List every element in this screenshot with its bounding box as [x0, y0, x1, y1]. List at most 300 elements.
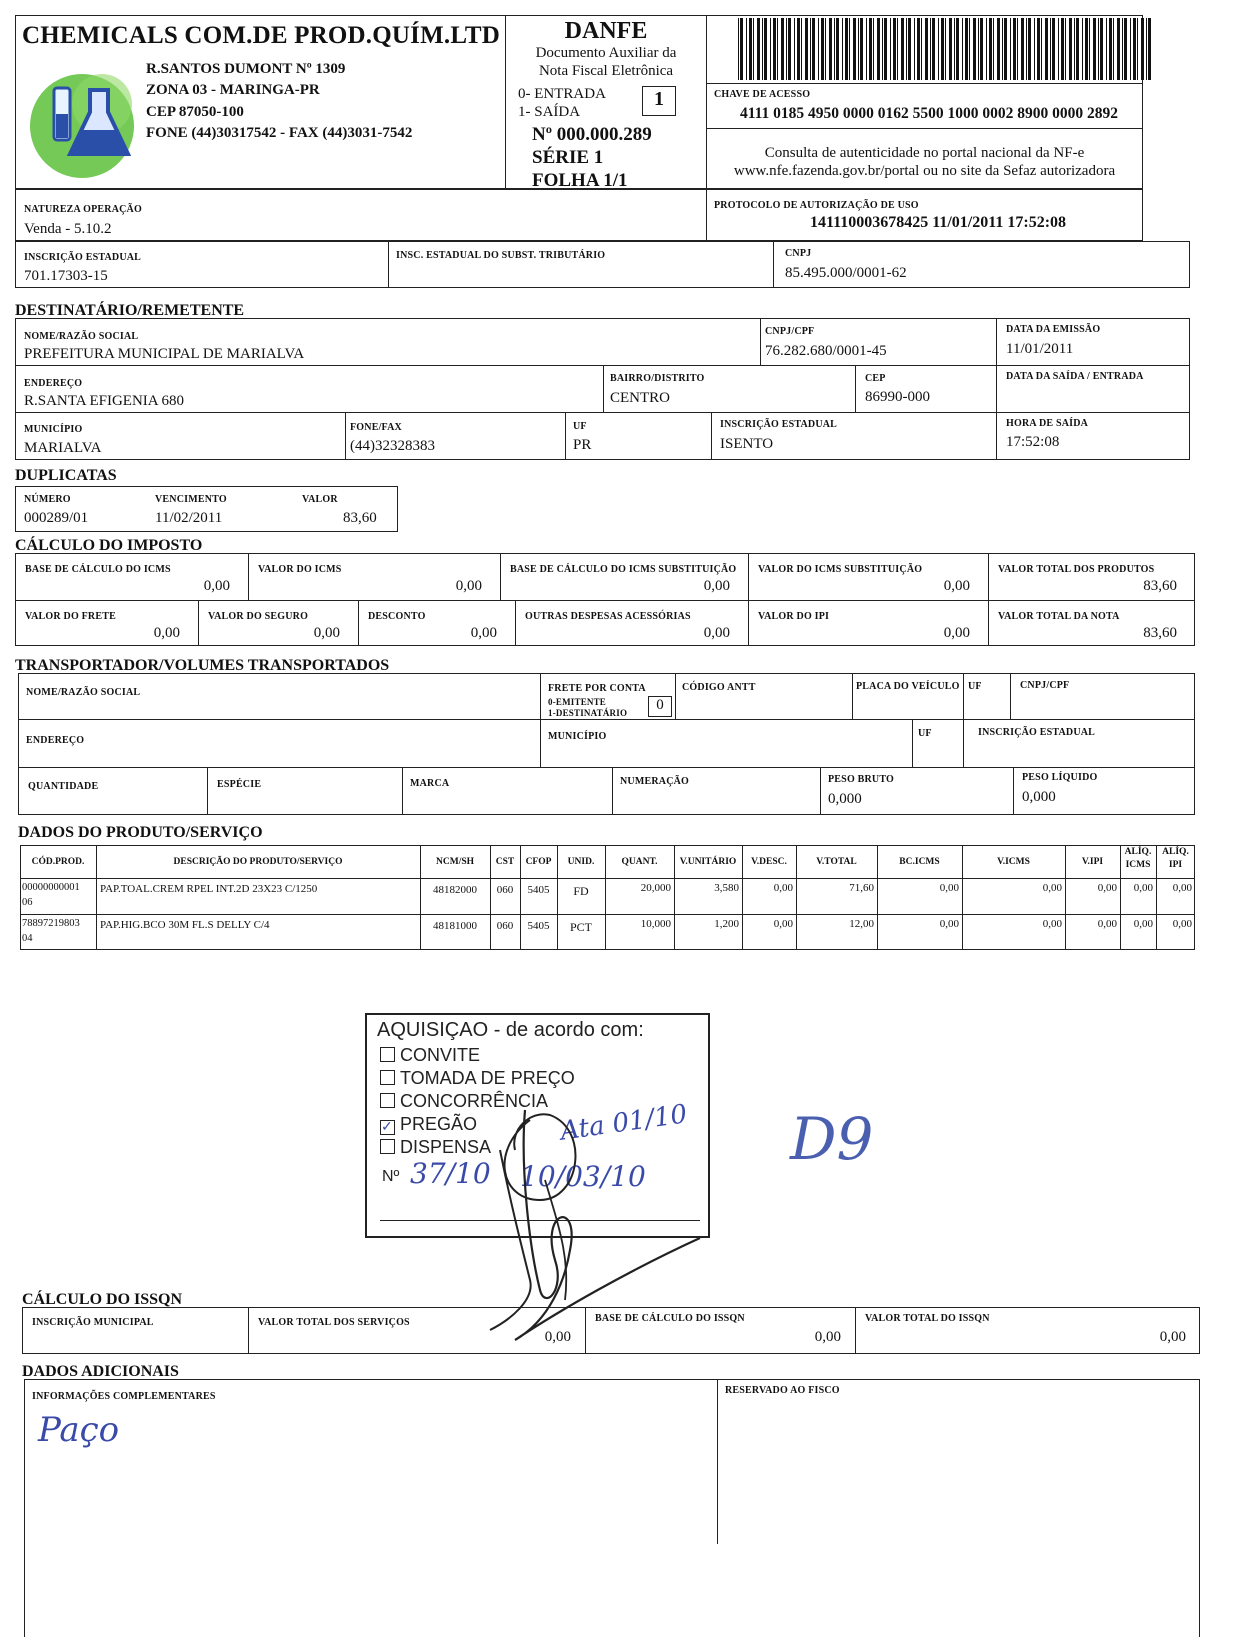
natureza-label: NATUREZA OPERAÇÃO	[24, 204, 142, 215]
section-duplicatas: DUPLICATAS	[15, 467, 117, 484]
product-vunit: 1,200	[714, 918, 739, 930]
dest-emissao: 11/01/2011	[1006, 341, 1074, 357]
issqn-value: 0,00	[814, 1329, 841, 1345]
tr-endereco-label: ENDEREÇO	[26, 735, 85, 746]
divider	[855, 365, 856, 412]
imposto-label: VALOR DO SEGURO	[208, 611, 309, 622]
dest-uf: PR	[573, 437, 592, 453]
divider	[388, 241, 389, 288]
column-header: IPI	[1168, 860, 1183, 870]
tr-bruto: 0,000	[828, 791, 862, 807]
tr-numeracao-label: NUMERAÇÃO	[620, 776, 690, 787]
barcode-bar	[1017, 18, 1018, 80]
dup-numero: 000289/01	[24, 510, 89, 526]
barcode-bar	[836, 18, 839, 80]
divider	[15, 412, 1190, 413]
barcode-bar	[757, 18, 760, 80]
barcode-bar	[973, 18, 976, 80]
column-header: CST	[495, 857, 515, 867]
divider	[711, 412, 712, 460]
section-destinatario: DESTINATÁRIO/REMETENTE	[15, 302, 245, 319]
barcode-bar	[849, 18, 850, 80]
stamp-option-label: CONVITE	[400, 1045, 481, 1065]
barcode-bar	[788, 18, 791, 80]
barcode-bar	[810, 18, 811, 80]
barcode-bar	[1100, 18, 1103, 80]
dest-nome: PREFEITURA MUNICIPAL DE MARIALVA	[24, 346, 305, 362]
product-unit: PCT	[569, 920, 592, 934]
divider	[706, 83, 1143, 84]
barcode-bar	[1034, 18, 1035, 80]
barcode-bar	[1082, 18, 1083, 80]
barcode-bar	[897, 18, 898, 80]
barcode-bar	[746, 18, 747, 80]
barcode-bar	[801, 18, 802, 80]
product-bc: 0,00	[939, 882, 959, 894]
barcode-bar	[962, 18, 963, 80]
barcode-bar	[794, 18, 795, 80]
imposto-value: 0,00	[943, 625, 970, 641]
consulta-line-1: Consulta de autenticidade no portal nacional da NF-e	[764, 145, 1085, 161]
barcode-bar	[740, 18, 743, 80]
divider	[15, 600, 1195, 601]
barcode-bar	[989, 18, 992, 80]
divider	[996, 318, 997, 460]
divider	[565, 412, 566, 460]
tr-ie-label: INSCRIÇÃO ESTADUAL	[978, 727, 1096, 738]
barcode-bar	[821, 18, 824, 80]
stamp-option	[380, 1068, 575, 1089]
company-logo	[24, 64, 144, 182]
barcode-bar	[770, 18, 771, 80]
product-aipi: 0,00	[1172, 882, 1192, 894]
divider	[18, 719, 1195, 720]
barcode-bar	[1124, 18, 1127, 80]
product-vdesc: 0,00	[773, 882, 793, 894]
barcode-bar	[1037, 18, 1040, 80]
barcode-bar	[1137, 18, 1138, 80]
divider	[603, 365, 604, 412]
dest-emissao-label: DATA DA EMISSÃO	[1006, 324, 1101, 335]
barcode-bar	[930, 18, 931, 80]
dup-venc: 11/02/2011	[155, 510, 223, 526]
product-ncm: 48181000	[433, 920, 477, 932]
issqn-value: 0,00	[544, 1329, 571, 1345]
barcode-bar	[1133, 18, 1136, 80]
section-issqn: CÁLCULO DO ISSQN	[22, 1291, 183, 1308]
barcode-bar	[890, 18, 891, 80]
divider	[402, 767, 403, 815]
transportador-frame	[18, 673, 1195, 815]
barcode-bar	[1130, 18, 1131, 80]
tr-frete-value: 0	[656, 697, 664, 713]
protocolo-label: PROTOCOLO DE AUTORIZAÇÃO DE USO	[714, 200, 919, 211]
barcode-bar	[1026, 18, 1027, 80]
barcode-bar	[1117, 18, 1120, 80]
product-vtotal: 71,60	[849, 882, 874, 894]
divider	[612, 767, 613, 815]
column-header: QUANT.	[621, 857, 658, 867]
barcode-bar	[749, 18, 752, 80]
dest-ie-label: INSCRIÇÃO ESTADUAL	[720, 419, 838, 430]
imposto-label: BASE DE CÁLCULO DO ICMS	[25, 564, 171, 575]
barcode-bar	[762, 18, 763, 80]
danfe-title: DANFE	[564, 18, 648, 44]
tr-marca-label: MARCA	[410, 778, 450, 789]
chave-label: CHAVE DE ACESSO	[714, 89, 811, 100]
barcode-bar	[882, 18, 883, 80]
barcode-bar	[1093, 18, 1096, 80]
imposto-value: 0,00	[313, 625, 340, 641]
barcode-bar	[842, 18, 843, 80]
dup-valor-label: VALOR	[302, 494, 338, 505]
info-handwritten: Paço	[38, 1410, 120, 1450]
divider	[760, 318, 761, 365]
divider	[963, 673, 964, 767]
section-transportador: TRANSPORTADOR/VOLUMES TRANSPORTADOS	[15, 657, 390, 674]
barcode-bar	[812, 18, 815, 80]
product-cst: 060	[496, 920, 514, 932]
barcode-bar	[1004, 18, 1007, 80]
cnpj-value: 85.495.000/0001-62	[785, 265, 907, 281]
company-address: R.SANTOS DUMONT Nº 1309	[146, 61, 346, 77]
ie-st-label: INSC. ESTADUAL DO SUBST. TRIBUTÁRIO	[396, 250, 606, 261]
imposto-label: OUTRAS DESPESAS ACESSÓRIAS	[525, 611, 691, 622]
adicionais-frame	[24, 1379, 1200, 1637]
stamp-option-label: PREGÃO	[400, 1114, 478, 1134]
product-ncm: 48182000	[433, 884, 477, 896]
product-code-suffix: 06	[22, 897, 33, 908]
imposto-value: 0,00	[470, 625, 497, 641]
section-adicionais: DADOS ADICIONAIS	[22, 1363, 179, 1380]
barcode-bar	[921, 18, 922, 80]
stamp-handwritten-num: 37/10	[410, 1157, 491, 1190]
column-header: V.UNITÁRIO	[679, 857, 737, 867]
barcode-bar	[869, 18, 872, 80]
barcode-bar	[941, 18, 944, 80]
product-description: PAP.HIG.BCO 30M FL.S DELLY C/4	[100, 919, 270, 931]
product-code: 78897219803	[22, 918, 80, 929]
dest-hora-label: HORA DE SAÍDA	[1006, 418, 1089, 429]
barcode-bar	[873, 18, 874, 80]
section-produtos: DADOS DO PRODUTO/SERVIÇO	[18, 824, 263, 841]
barcode-bar	[777, 18, 778, 80]
barcode-bar	[980, 18, 983, 80]
tr-antt-label: CÓDIGO ANTT	[682, 682, 756, 693]
company-name: CHEMICALS COM.DE PROD.QUÍM.LTD	[22, 22, 501, 49]
imposto-value: 0,00	[455, 578, 482, 594]
tr-liquido: 0,000	[1022, 789, 1056, 805]
barcode-bar	[932, 18, 935, 80]
barcode-bar	[1109, 18, 1112, 80]
barcode-bar	[986, 18, 987, 80]
barcode-bar	[773, 18, 776, 80]
barcode-bar	[753, 18, 754, 80]
barcode-bar	[945, 18, 946, 80]
divider	[20, 878, 1195, 879]
product-quant: 10,000	[640, 918, 671, 930]
barcode-bar	[917, 18, 920, 80]
imposto-value: 83,60	[1143, 578, 1177, 594]
checkbox	[380, 1093, 395, 1108]
barcode-bar	[1002, 18, 1003, 80]
barcode-bar	[1122, 18, 1123, 80]
side-mark-d9: D9	[790, 1105, 874, 1173]
stamp-option-label: DISPENSA	[400, 1137, 492, 1157]
dest-nome-label: NOME/RAZÃO SOCIAL	[24, 331, 139, 342]
stamp-option-label: TOMADA DE PREÇO	[400, 1068, 575, 1088]
dest-cep: 86990-000	[865, 389, 930, 405]
barcode-bar	[901, 18, 904, 80]
tr-nome-label: NOME/RAZÃO SOCIAL	[26, 687, 141, 698]
product-aipi: 0,00	[1172, 918, 1192, 930]
product-vipi: 0,00	[1097, 882, 1117, 894]
stamp-option	[380, 1114, 477, 1135]
cnpj-label: CNPJ	[785, 248, 812, 259]
ie-value: 701.17303-15	[24, 268, 108, 284]
column-header: CFOP	[525, 857, 552, 867]
divider	[18, 767, 1195, 768]
divider	[820, 767, 821, 815]
danfe-folha: FOLHA 1/1	[532, 170, 628, 191]
barcode-bar	[1113, 18, 1114, 80]
barcode-bar	[1074, 18, 1075, 80]
dest-fone: (44)32328383	[350, 438, 435, 454]
divider	[717, 1379, 718, 1544]
barcode-bar	[845, 18, 848, 80]
imposto-label: VALOR TOTAL DA NOTA	[998, 611, 1120, 622]
imposto-label: DESCONTO	[368, 611, 426, 622]
tr-placa-label: PLACA DO VEÍCULO	[856, 681, 960, 692]
dest-endereco: R.SANTA EFIGENIA 680	[24, 393, 185, 409]
tr-liquido-label: PESO LÍQUIDO	[1022, 772, 1098, 783]
barcode-bar	[1065, 18, 1066, 80]
dest-fone-label: FONE/FAX	[350, 422, 402, 433]
dest-bairro-label: BAIRRO/DISTRITO	[610, 373, 705, 384]
barcode-bar	[884, 18, 887, 80]
product-vdesc: 0,00	[773, 918, 793, 930]
barcode-bar	[1089, 18, 1090, 80]
imposto-value: 0,00	[153, 625, 180, 641]
stamp-title: AQUISIÇAO - de acordo com:	[377, 1019, 644, 1041]
barcode-bar	[893, 18, 896, 80]
imposto-label: VALOR TOTAL DOS PRODUTOS	[998, 564, 1155, 575]
column-header: NCM/SH	[436, 857, 474, 867]
barcode-bar	[1052, 18, 1055, 80]
company-zone: ZONA 03 - MARINGA-PR	[146, 82, 320, 98]
product-cfop: 5405	[527, 884, 550, 896]
consulta-line-2: www.nfe.fazenda.gov.br/portal ou no site da Sefaz autorizadora	[733, 163, 1116, 179]
protocolo-value: 141110003678425 11/01/2011 17:52:08	[810, 214, 1067, 231]
barcode-bar	[1010, 18, 1011, 80]
barcode-bar	[954, 18, 955, 80]
imposto-label: VALOR DO FRETE	[25, 611, 116, 622]
chave-value: 4111 0185 4950 0000 0162 5500 1000 0002 8900 0000 2892	[740, 105, 1119, 122]
issqn-label: VALOR TOTAL DO ISSQN	[865, 1313, 990, 1324]
barcode-bar	[764, 18, 767, 80]
divider	[207, 767, 208, 815]
stamp-option	[380, 1137, 491, 1158]
dup-numero-label: NÚMERO	[24, 494, 71, 505]
barcode-bar	[949, 18, 952, 80]
column-header: ICMS	[1125, 860, 1151, 870]
barcode-bar	[925, 18, 928, 80]
imposto-value: 0,00	[203, 578, 230, 594]
barcode-bar	[908, 18, 911, 80]
divider	[20, 914, 1195, 915]
stamp-option	[380, 1045, 480, 1066]
dest-uf-label: UF	[573, 421, 587, 432]
barcode-bar	[818, 18, 819, 80]
issqn-label: INSCRIÇÃO MUNICIPAL	[32, 1317, 154, 1328]
barcode-bar	[1050, 18, 1051, 80]
divider	[345, 412, 346, 460]
barcode-bar	[738, 18, 739, 80]
checkbox	[380, 1070, 395, 1085]
imposto-label: VALOR DO ICMS	[258, 564, 342, 575]
tr-municipio-label: MUNICÍPIO	[548, 731, 607, 742]
barcode-bar	[1021, 18, 1024, 80]
column-header: V.IPI	[1081, 857, 1104, 867]
company-phone: FONE (44)30317542 - FAX (44)3031-7542	[146, 125, 413, 141]
barcode-bar	[1061, 18, 1064, 80]
product-vicms: 0,00	[1042, 918, 1062, 930]
product-code-suffix: 04	[22, 933, 33, 944]
checkbox-checked: ✓	[380, 1120, 395, 1135]
barcode-bar	[1085, 18, 1088, 80]
barcode-bar	[1058, 18, 1059, 80]
tr-bruto-label: PESO BRUTO	[828, 774, 894, 785]
stamp-option	[380, 1091, 548, 1112]
barcode-bar	[1013, 18, 1016, 80]
tr-cnpj-label: CNPJ/CPF	[1020, 680, 1070, 691]
dest-cep-label: CEP	[865, 373, 886, 384]
imposto-value: 0,00	[703, 625, 730, 641]
column-header: ALÍQ.	[1124, 847, 1152, 857]
divider	[1013, 767, 1014, 815]
issqn-label: BASE DE CÁLCULO DO ISSQN	[595, 1313, 745, 1324]
barcode-bar	[853, 18, 856, 80]
section-imposto: CÁLCULO DO IMPOSTO	[15, 537, 203, 554]
imposto-label: VALOR DO ICMS SUBSTITUIÇÃO	[758, 564, 923, 575]
product-cfop: 5405	[527, 920, 550, 932]
barcode-bar	[877, 18, 880, 80]
barcode	[738, 18, 1158, 80]
tr-uf2-label: UF	[918, 728, 932, 739]
danfe-subtitle-1: Documento Auxiliar da	[535, 45, 677, 61]
tr-frete-label: FRETE POR CONTA	[548, 683, 646, 694]
checkbox	[380, 1139, 395, 1154]
danfe-tipo: 1	[654, 88, 664, 110]
dest-ie: ISENTO	[720, 436, 774, 452]
column-header: V.ICMS	[997, 857, 1030, 867]
imposto-value: 0,00	[943, 578, 970, 594]
barcode-bar	[993, 18, 994, 80]
product-cst: 060	[496, 884, 514, 896]
dest-bairro: CENTRO	[610, 390, 670, 406]
stamp-numero-prefix: Nº	[382, 1168, 400, 1185]
barcode-bar	[1069, 18, 1072, 80]
barcode-bar	[866, 18, 867, 80]
danfe-saida: 1- SAÍDA	[518, 104, 581, 120]
dest-hora: 17:52:08	[1006, 434, 1060, 450]
column-header: CÓD.PROD.	[31, 857, 85, 867]
dest-cnpj-label: CNPJ/CPF	[765, 326, 815, 337]
column-header: DESCRIÇÃO DO PRODUTO/SERVIÇO	[173, 857, 343, 867]
product-quant: 20,000	[640, 882, 671, 894]
ie-label: INSCRIÇÃO ESTADUAL	[24, 252, 142, 263]
divider	[675, 673, 676, 719]
product-unit: FD	[573, 884, 589, 898]
barcode-bar	[1076, 18, 1079, 80]
barcode-bar	[1045, 18, 1048, 80]
product-vtotal: 12,00	[849, 918, 874, 930]
barcode-bar	[805, 18, 808, 80]
product-code: 00000000001	[22, 882, 80, 893]
barcode-bar	[1098, 18, 1099, 80]
dest-municipio-label: MUNICÍPIO	[24, 424, 83, 435]
column-header: BC.ICMS	[899, 857, 940, 867]
divider	[1010, 673, 1011, 719]
imposto-label: VALOR DO IPI	[758, 611, 830, 622]
product-aicms: 0,00	[1133, 918, 1153, 930]
tr-frete-opt0: 0-EMITENTE	[548, 697, 607, 707]
divider	[773, 241, 774, 288]
barcode-bar	[1041, 18, 1042, 80]
divider	[912, 719, 913, 767]
natureza-value: Venda - 5.10.2	[24, 221, 112, 237]
danfe-subtitle-2: Nota Fiscal Eletrônica	[538, 63, 674, 79]
barcode-bar	[1028, 18, 1031, 80]
dup-valor: 83,60	[343, 510, 377, 526]
barcode-bar	[956, 18, 959, 80]
tr-qtd-label: QUANTIDADE	[28, 781, 99, 792]
divider	[706, 128, 1143, 129]
product-vicms: 0,00	[1042, 882, 1062, 894]
divider	[540, 673, 541, 767]
imposto-value: 0,00	[703, 578, 730, 594]
barcode-bar	[829, 18, 832, 80]
checkbox	[380, 1047, 395, 1062]
barcode-bar	[1106, 18, 1107, 80]
column-header: V.DESC.	[751, 857, 787, 867]
column-header: UNID.	[567, 857, 595, 867]
info-label: INFORMAÇÕES COMPLEMENTARES	[32, 1391, 216, 1402]
dest-cnpj: 76.282.680/0001-45	[765, 343, 887, 359]
danfe-entrada: 0- ENTRADA	[518, 86, 606, 102]
stamp-handwritten-date: 10/03/10	[520, 1160, 646, 1193]
barcode-bar	[938, 18, 939, 80]
product-vipi: 0,00	[1097, 918, 1117, 930]
barcode-bar	[797, 18, 800, 80]
tr-frete-opt1: 1-DESTINATÁRIO	[548, 708, 628, 718]
barcode-bar	[965, 18, 968, 80]
issqn-value: 0,00	[1159, 1329, 1186, 1345]
product-vunit: 3,580	[714, 882, 739, 894]
tr-uf-label: UF	[968, 681, 982, 692]
barcode-bar	[858, 18, 859, 80]
danfe-serie: SÉRIE 1	[532, 147, 604, 168]
barcode-bar	[834, 18, 835, 80]
stamp-handwritten-ata: Ata 01/10	[558, 1099, 689, 1147]
barcode-bar	[1148, 18, 1151, 80]
barcode-bar	[1146, 18, 1147, 80]
barcode-bar	[781, 18, 784, 80]
company-cep: CEP 87050-100	[146, 104, 244, 120]
tr-especie-label: ESPÉCIE	[217, 779, 262, 790]
dest-saida-label: DATA DA SAÍDA / ENTRADA	[1006, 371, 1144, 382]
barcode-bar	[786, 18, 787, 80]
